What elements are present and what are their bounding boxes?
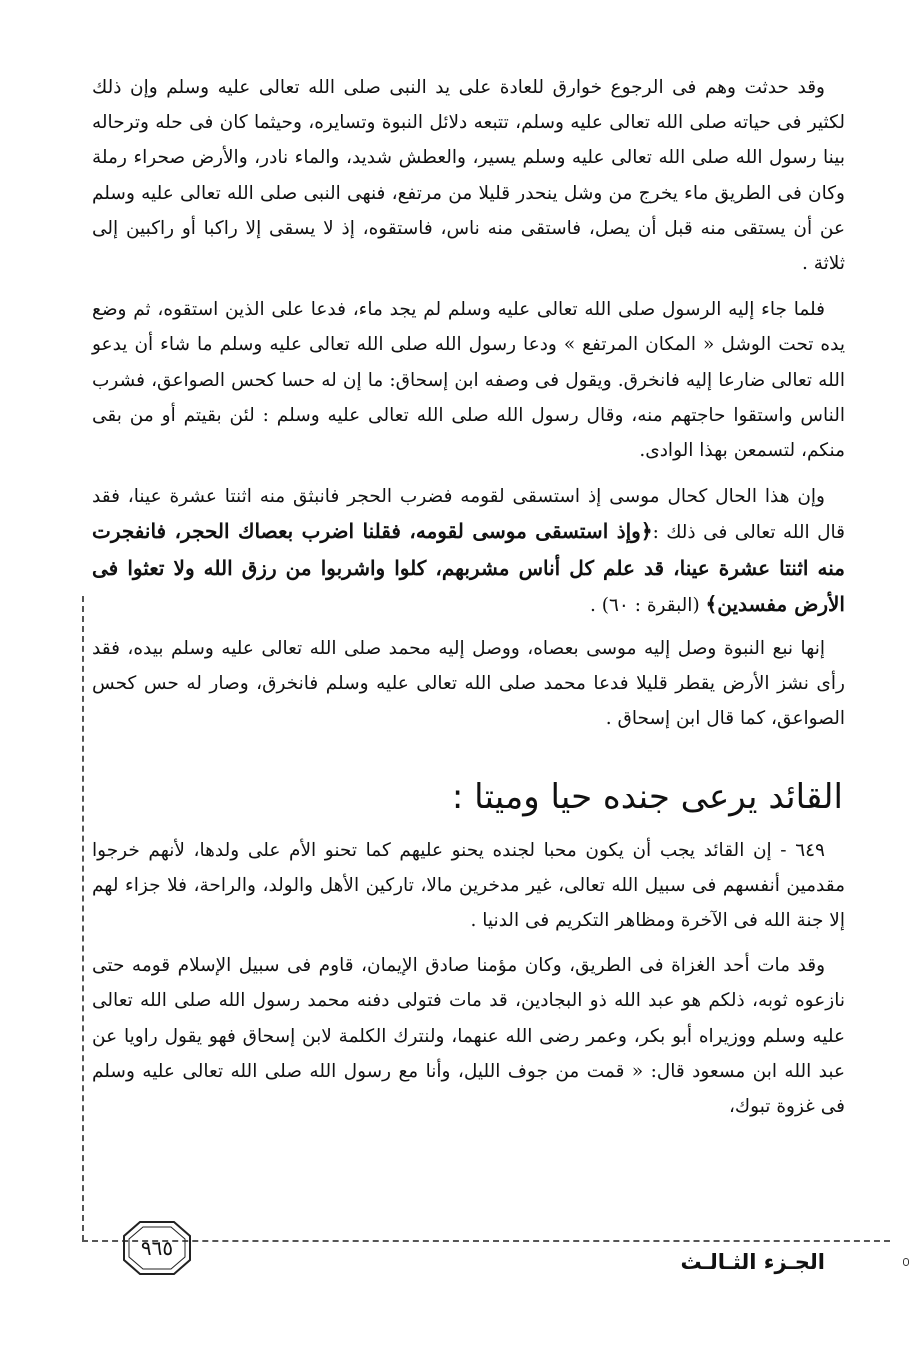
quran-reference: (البقرة : ٦٠) .	[589, 594, 706, 616]
quran-verse: ﴿وإذ استسقى موسى لقومه، فقلنا اضرب بعصاك الحجر، فانفجرت منه اثنتا عشرة عينا، قد علم كل أناس مشربهم، كلوا واشربوا من رزق الله ولا تعثوا فى الأرض مفسدين﴾	[92, 519, 845, 616]
paragraph-4: إنها نبع النبوة وصل إليه موسى بعصاه، ووصل إليه محمد صلى الله تعالى عليه وسلم بيده، فقد رأى نشز الأرض يقطر قليلا فدعا محمد صلى الله تعالى عليه وسلم فانخرق، وصار له حس كحس الصواعق، كما قال ابن إسحاق .	[92, 638, 845, 730]
paragraph-1: وقد حدثت وهم فى الرجوع خوارق للعادة على يد النبى صلى الله تعالى عليه وسلم وإن ذلك لكثير فى حياته صلى الله تعالى عليه وسلم، تتبعه دلائل النبوة وتسايره، وحيثما كان فى حله وترحاله بينا رسول الله صلى الله تعالى عليه وسلم يسير، والعطش شديد، والماء نادر، والأرض صحراء رملة وكان فى الطريق ماء يخرج من وشل ينحدر قليلا من مرتفع، فنهى النبى صلى الله تعالى عليه وسلم عن أن يستقى منه قبل أن يصل، فاستقى منه ناس، فاستقوه، إذ لا يسقى إلا راكبا أو راكبين إلى ثلاثة .	[92, 77, 845, 275]
paragraph-6: وقد مات أحد الغزاة فى الطريق، وكان مؤمنا صادق الإيمان، قاوم فى سبيل الإسلام قومه حتى نازعوه ثوبه، ذلكم هو عبد الله ذو البجادين، قد مات فتولى دفنه محمد رسول الله صلى الله تعالى عليه وسلم ووزيراه أبو بكر، وعمر رضى الله عنهما، ولنترك الكلمة لابن إسحاق فهو يقول راويا عن عبد الله ابن مسعود قال: « قمت من جوف الليل، وأنا مع رسول الله صلى الله تعالى عليه وسلم فى غزوة تبوك،	[92, 955, 845, 1118]
volume-label: الجـزء الثـالـث	[680, 1250, 825, 1274]
paragraph-3-intro: وإن هذا الحال كحال موسى إذ استسقى لقومه فضرب الحجر فانبثق منه اثنتا عشرة عينا، فقد قال الله تعالى فى ذلك :	[92, 486, 846, 544]
paragraph-2: فلما جاء إليه الرسول صلى الله تعالى عليه وسلم لم يجد ماء، فدعا على الذين استقوه، ثم وضع يده تحت الوشل « المكان المرتفع » ودعا رسول الله صلى الله تعالى عليه وسلم ما شاء أن يدعو الله تعالى ضارعا إليه فانخرق. ويقول فى وصفه ابن إسحاق: ما إن له حسا كحس الصواعق، فشرب الناس واستقوا حاجتهم منه، وقال رسول الله صلى الله تعالى عليه وسلم : لئن بقيتم أو من بقى منكم، لتسمعن بهذا الوادى.	[92, 299, 845, 462]
footer-dashed-rule	[82, 1240, 890, 1242]
page-body	[92, 70, 845, 1124]
margin-dashed-rule	[82, 596, 84, 1241]
page-number-badge	[120, 1218, 194, 1278]
page-number: ٩٦٥	[140, 1236, 174, 1260]
section-heading: القائد يرعى جنده حيا وميتا :	[451, 776, 843, 817]
paragraph-3	[92, 479, 845, 623]
binding-mark-icon	[903, 1258, 909, 1266]
paragraph-5: ٦٤٩ - إن القائد يجب أن يكون محبا لجنده يحنو عليهم كما تحنو الأم على ولدها، لأنهم خرجوا مقدمين أنفسهم فى سبيل الله تعالى، غير مدخرين مالا، تاركين الأهل والولد، والراحة، فلا جزاء لهم إلا جنة الله فى الآخرة ومظاهر التكريم فى الدنيا .	[92, 839, 845, 932]
